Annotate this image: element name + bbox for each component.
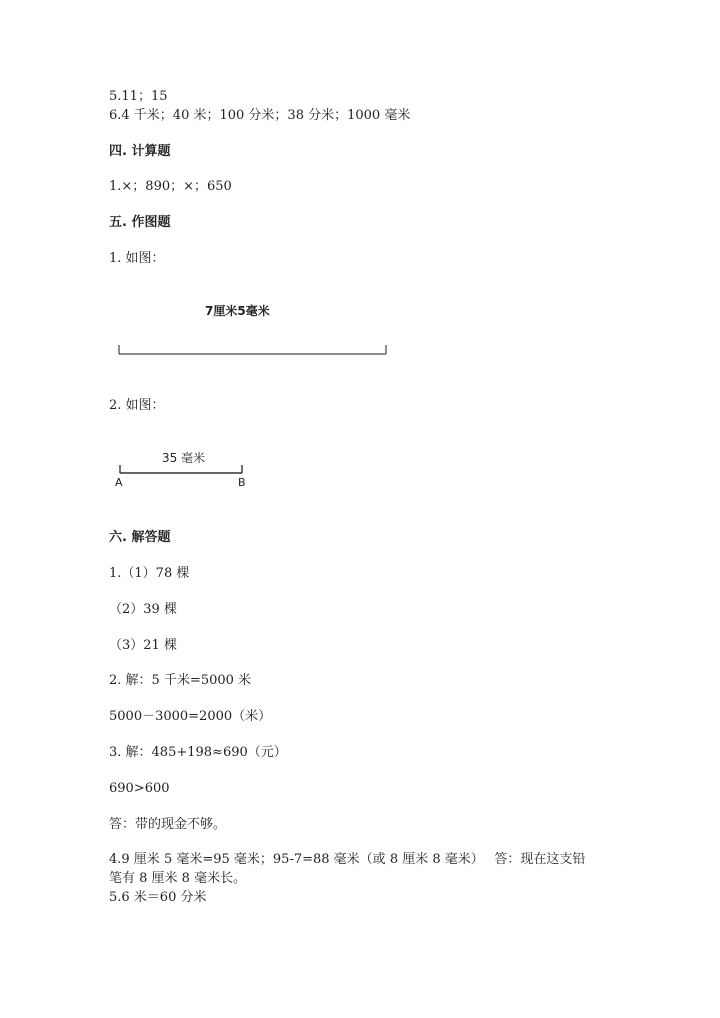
point-a-label: A [115, 476, 123, 489]
answer-6-5: 5.6 米＝60 分米 [109, 890, 207, 905]
answer-3-6: 6.4 千米；40 米；100 分米；38 分米；1000 毫米 [109, 108, 411, 123]
answer-3-5: 5.11；15 [109, 89, 168, 104]
figure-2-segment [119, 464, 245, 476]
section-6-heading: 六. 解答题 [109, 530, 171, 545]
answer-5-2: 2. 如图： [109, 398, 165, 413]
answer-6-3-line3: 答：带的现金不够。 [109, 817, 227, 832]
figure-1-label: 7厘米5毫米 [205, 304, 270, 318]
section-5-heading: 五. 作图题 [109, 215, 171, 230]
section-4-heading: 四. 计算题 [109, 144, 171, 159]
figure-1-segment [118, 344, 390, 358]
answer-6-4-line1: 4.9 厘米 5 毫米=95 毫米；95-7=88 毫米（或 8 厘米 8 毫米） 答：现在这支铅 [109, 852, 586, 867]
answer-6-3-line1: 3. 解：485+198≈690（元） [109, 745, 287, 760]
answer-6-2-line1: 2. 解：5 千米=5000 米 [109, 673, 252, 688]
answer-6-4-line2: 笔有 8 厘米 8 毫米长。 [109, 871, 247, 886]
answer-6-2-line2: 5000－3000=2000（米） [109, 709, 272, 724]
answer-6-1-part2: （2）39 棵 [109, 602, 177, 617]
answer-6-1-part3: （3）21 棵 [109, 638, 177, 653]
figure-2-label: 35 毫米 [162, 451, 206, 465]
answer-5-1: 1. 如图： [109, 251, 165, 266]
point-b-label: B [238, 476, 246, 489]
answer-6-1-part1: 1.（1）78 棵 [109, 566, 190, 581]
answer-4-1: 1.×；890；×；650 [109, 179, 232, 194]
answer-6-3-line2: 690>600 [109, 781, 170, 796]
